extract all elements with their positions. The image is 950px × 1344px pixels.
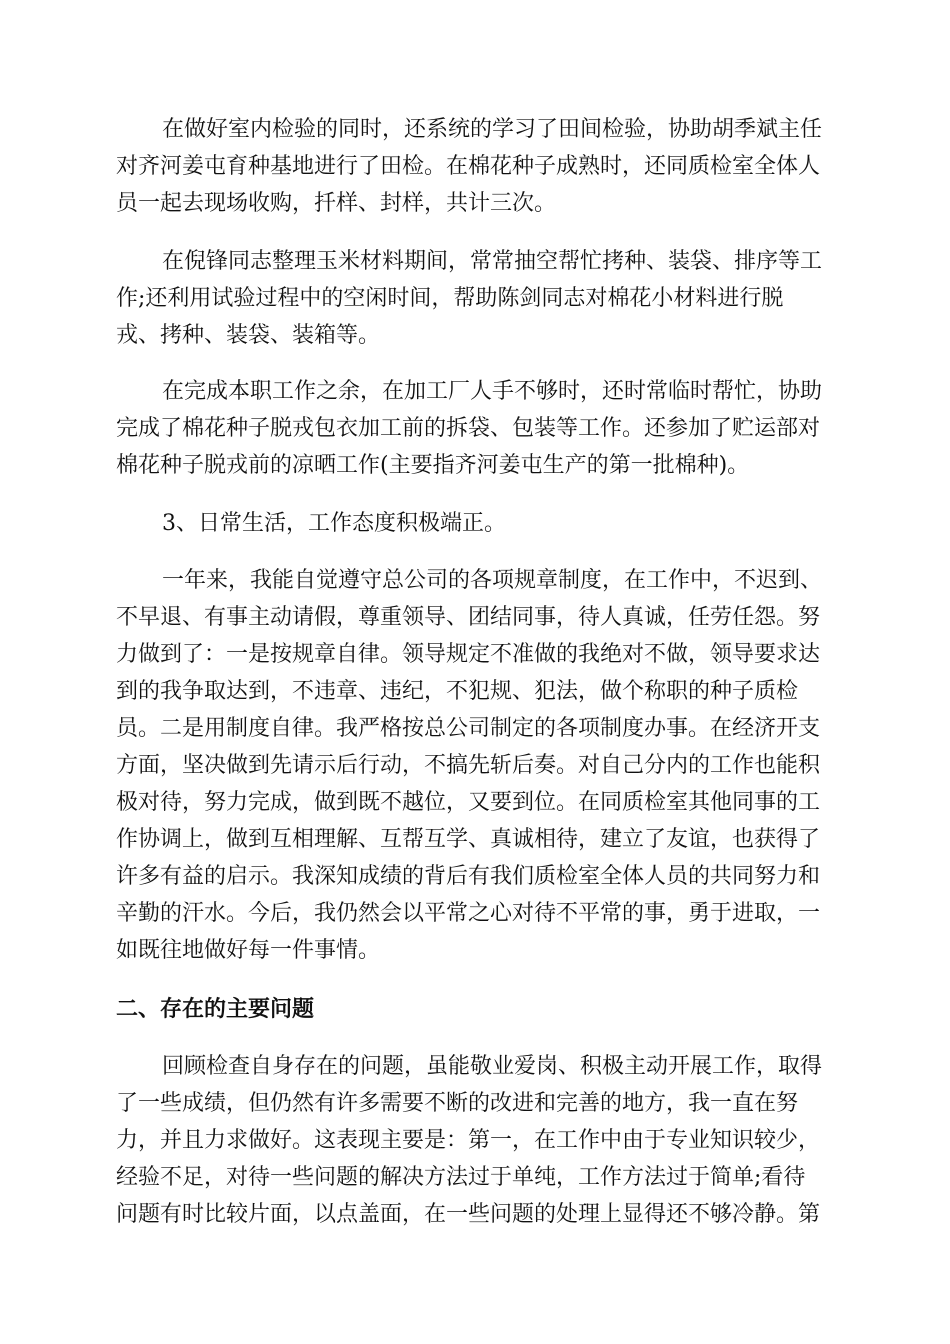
text-line: 作协调上，做到互相理解、互帮互学、真诚相待，建立了友谊，也获得了 [116,827,821,852]
text-line: 许多有益的启示。我深知成绩的背后有我们质检室全体人员的共同努力和 [116,864,821,889]
text-line: 极对待，努力完成，做到既不越位，又要到位。在同质检室其他同事的工 [116,790,821,815]
text-line: 方面，坚决做到先请示后行动，不搞先斩后奏。对自己分内的工作也能积 [116,753,821,778]
text-line: 力，并且力求做好。这表现主要是：第一，在工作中由于专业知识较少， [116,1128,821,1153]
text-line: 辛勤的汗水。今后，我仍然会以平常之心对待不平常的事，勇于进取，一 [116,901,821,926]
text-line: 在完成本职工作之余，在加工厂人手不够时，还时常临时帮忙，协助 [162,379,823,404]
text-line: 作;还利用试验过程中的空闲时间，帮助陈剑同志对棉花小材料进行脱 [116,286,784,311]
text-line: 到的我争取达到，不违章、违纪，不犯规、犯法，做个称职的种子质检 [116,679,799,704]
text-line: 棉花种子脱戎前的凉晒工作(主要指齐河姜屯生产的第一批棉种)。 [116,453,750,478]
text-line: 对齐河姜屯育种基地进行了田检。在棉花种子成熟时，还同质检室全体人 [116,154,821,179]
text-line: 在做好室内检验的同时，还系统的学习了田间检验，协助胡季斌主任 [162,117,823,142]
text-line: 经验不足，对待一些问题的解决方法过于单纯，工作方法过于简单;看待 [116,1165,806,1190]
text-line: 员一起去现场收购，扦样、封样，共计三次。 [116,191,557,216]
text-line: 3、日常生活，工作态度积极端正。 [162,511,506,536]
text-line: 问题有时比较片面，以点盖面，在一些问题的处理上显得还不够冷静。第 [116,1202,821,1227]
text-line: 如既往地做好每一件事情。 [116,938,381,963]
text-line: 不早退、有事主动请假，尊重领导、团结同事，待人真诚，任劳任怨。努 [116,605,821,630]
section-title: 二、存在的主要问题 [116,997,315,1022]
text-line: 在倪锋同志整理玉米材料期间，常常抽空帮忙拷种、装袋、排序等工 [162,249,823,274]
text-line: 了一些成绩，但仍然有许多需要不断的改进和完善的地方，我一直在努 [116,1091,799,1116]
text-line: 完成了棉花种子脱戎包衣加工前的拆袋、包装等工作。还参加了贮运部对 [116,416,821,441]
text-line: 回顾检查自身存在的问题，虽能敬业爱岗、积极主动开展工作，取得 [162,1054,823,1079]
text-line: 一年来，我能自觉遵守总公司的各项规章制度，在工作中，不迟到、 [162,568,823,593]
text-line: 员。二是用制度自律。我严格按总公司制定的各项制度办事。在经济开支 [116,716,821,741]
text-line: 戎、拷种、装袋、装箱等。 [116,323,381,348]
text-line: 力做到了：一是按规章自律。领导规定不准做的我绝对不做，领导要求达 [116,642,821,667]
